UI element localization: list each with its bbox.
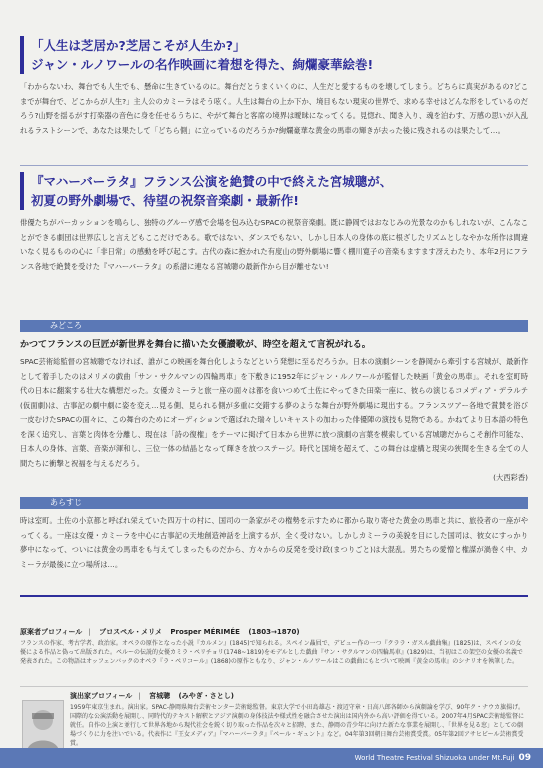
person-icon — [23, 701, 63, 751]
director-profile-label: 演出家プロフィール — [70, 692, 133, 700]
author-name: プロスペル・メリメ — [99, 628, 162, 636]
midokoro-body-text: SPAC芸術総監督の宮城聰でなければ、誰がこの映画を舞台化しようなどという発想に至るだろうか。日本の演劇シーンを静岡から牽引する宮城が、最新作として着手したのはメリメの戯曲「サン・サクルマンの四輪馬車」を下敷きに1952年にジャン・ルノワールが監督した映画「黄金の馬車」。それを室町時代の日本に翻案する壮大な構想だった。女優カミーラと旅一座の面々は都を食いつめて土佐にやってきた田楽一座に、彼らの演じるコメディア・デラルテ(仮面劇)は、古事記の劇中劇に姿を変え…見る側、見られる側が多重に交錯する夢のような舞台が野外劇場に現出する。フランスツアー各地で賞賛を浴び一皮むけたSPACの面々に、この舞台のためにオーディションで選ばれた瑞々しいキャストの加わった俳優陣の演技も見物である。かねてより日本語の特色を深く追究し、言葉と肉体を分離し、現在は「詩の復権」をテーマに掲げて日本から世界に放つ演劇の言葉を模索している宮城聰だからこそ創作可能な、日本人の身体、言葉、音楽が渾和し、三位一体の結晶となって輝きを放つステージ。時代と国境を超えて、この舞台は虚構と現実の狭間を生きる全ての人間たちに衝撃と祝福を与えるだろう。 — [20, 357, 528, 468]
divider — [20, 595, 528, 597]
midokoro-body — [20, 355, 528, 486]
page-footer — [0, 748, 543, 768]
director-profile — [70, 692, 526, 748]
midokoro-lead: かつてフランスの巨匠が新世界を舞台に描いた女優讃歌が、時空を超えて言祝がれる。 — [20, 340, 371, 350]
divider — [20, 165, 528, 166]
section1-title-line1: 「人生は芝居か?芝居こそが人生か?」 — [31, 38, 246, 53]
section1-title-line2: ジャン・ルノワールの名作映画に着想を得た、絢爛豪華絵巻! — [31, 57, 374, 72]
arasuji-body: 時は室町。土佐の小京都と呼ばれ栄えていた四万十の村に、国司の一条家がその権勢を示すために都から取り寄せた黄金の馬車と共に、旅役者の一座がやってくる。一座は女優・カミーラを中心に古事記の天地創造神話を上演するが、全く受けない。しかしカミーラの美貌を目にした国司は、彼女にすっかり夢中になって、ついには黄金の馬車をも与えてしまったものだから、方々からの反発を受け政(まつりごと)は大混乱。男たちの愛憎と権謀が渦巻く中、カミーラが最後に立つ場所は…。 — [20, 516, 528, 569]
author-profile-heading — [20, 628, 526, 637]
section2-title-line2: 初夏の野外劇場で、待望の祝祭音楽劇・最新作! — [31, 193, 299, 208]
author-profile-label: 原案者プロフィール — [20, 628, 83, 636]
midokoro-caption: (大西彩香) — [493, 473, 528, 482]
midokoro-tab — [20, 320, 528, 332]
director-photo — [22, 700, 64, 752]
author-profile — [20, 628, 526, 666]
director-name: 宮城聰 — [149, 692, 171, 700]
arasuji-tab-label: あらすじ — [50, 498, 82, 507]
author-years: (1803→1870) — [248, 628, 300, 636]
section2-heading — [20, 172, 536, 210]
director-reading: (みやぎ・さとし) — [178, 692, 234, 700]
section1-body: 「わからないわ、舞台でも人生でも、懸命に生きているのに。舞台だとうまくいくのに、人生だと愛するものを壊してしまう。どちらに真実があるの?どこまでが舞台で、どこからが人生?」主人公のカミーラはそう呟く。人生は舞台の上か下か、境目もない現実の世界で、求める幸せはどんな形をしているのだろう?山野を揺るがす打楽器の音色に身を任せるうちに、やがて舞台と客席の境界は曖昧になってくる。見惚れ、聞き入り、魂を泊わす、万感の思いが入乱れるラストシーンで、あなたは果たして「どちら側」に立っているのだろうか?絢爛豪華な黄金の馬車の輝きが去った後に残されるのは果たして…。 — [20, 82, 528, 135]
divider — [20, 686, 528, 687]
footer-text — [355, 752, 531, 764]
arasuji-tab — [20, 497, 528, 509]
author-profile-body: フランスの作家、考古学者、政治家。オペラの原作となった小説『カルメン』(1845)で知られる。スペイン贔屓で、デビュー作の一つ『クララ・ガスル戯曲集』(1825)は、スペインの女優による作品と偽って出版された。ペルーの伝説的女優カミラ・ペリチョリ(1748~1819)をモデルとした戯曲『サン・サクルマンの四輪馬車』(1829)は、当初はこの架空の女優の名義で発表された。この物語はオッフェンバックのオペラ『ラ・ペリコール』(1868)の原作ともなり、ジャン・ルノワールはこの戯曲にもとづいて映画『黄金の馬車』のシナリオを執筆した。 — [20, 640, 523, 665]
author-name-latin: Prosper MÉRIMÉE — [170, 628, 240, 636]
section2-body: 俳優たちがパーカッションを鳴らし、独特のグルーヴ感で会場を包み込むSPACの祝祭音楽劇。既に静岡ではおなじみの光景なのかもしれないが、こんなことができる劇団は世界広しと言えどもここだけである。歌ではない、ダンスでもない、しかし日本人の身体の底に根ざしたリズムとしなやかな所作は間違いなく見るものの心に「非日常」の感動を呼び起こす。古代の森に抱かれた有度山の野外劇場に響く棚川寛子の音楽もますます冴えわたり、本年2月にフランス各地で絶賛を受けた『マハーバーラタ』の系譜に連なる宮城聰の最新作から目が離せない! — [20, 218, 528, 271]
separator: | — [138, 692, 141, 700]
page-number: 09 — [518, 753, 531, 763]
section2-title-line1: 『マハーバーラタ』フランス公演を絶賛の中で終えた宮城聰が、 — [31, 174, 393, 189]
director-profile-heading — [70, 692, 526, 701]
section1-heading — [20, 36, 536, 74]
director-profile-body: 1959年東京生まれ。演出家。SPAC-静岡県舞台芸術センター芸術総監督。東京大学で小田島雄志・渡辺守章・日高八郎各師から演劇論を学び、90年ク・ナウカ旗揚げ。国際的な公演活動を展開し、同時代的テキスト解釈とアジア演劇の身体技法や様式性を融合させた演出は国内外から高い評価を得ている。2007年4月SPAC芸術総監督に就任。自作の上演と並行して世界各地から現代社会を鋭く切り取った作品を次々と招聘、また、静岡の青少年に向けた新たな事業を展開し、「世界を見る窓」としての劇場づくりに力を注いでいる。代表作に『王女メディア』『マハーバーラタ』『ペール・ギュント』など。04年第3回朝日舞台芸術賞受賞。05年第2回アサヒビール芸術賞受賞。 — [70, 704, 524, 747]
separator: | — [88, 628, 91, 636]
footer-festival: World Theatre Festival Shizuoka under Mt.Fuji — [354, 754, 515, 762]
midokoro-tab-label: みどころ — [50, 321, 82, 330]
